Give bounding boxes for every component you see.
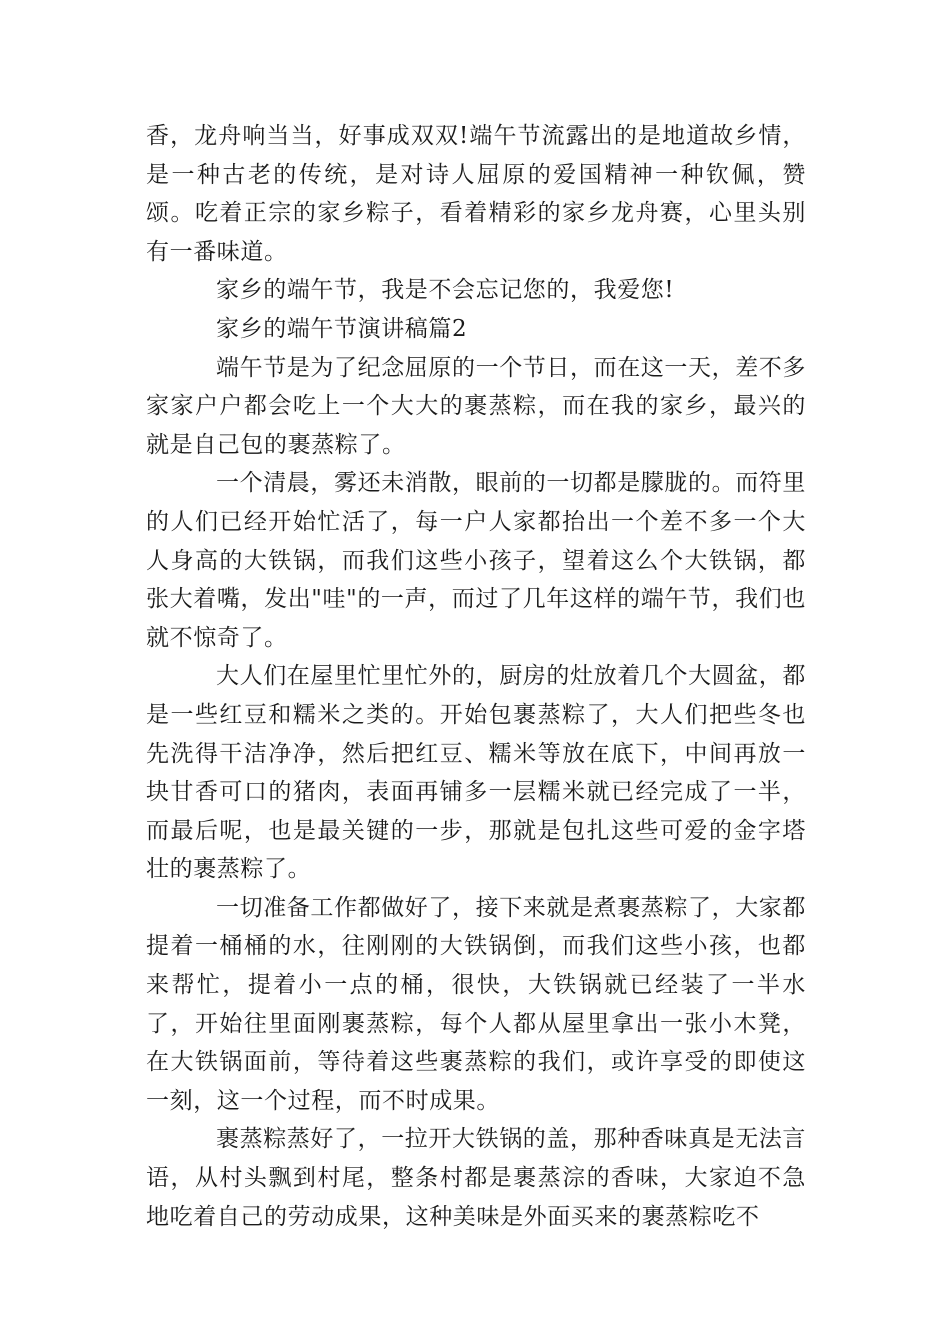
section-heading: 家乡的端午节演讲稿篇2 [216,315,468,342]
paragraph-6: 大人们在屋里忙里忙外的，厨房的灶放着几个大圆盆，都是一些红豆和糯米之类的。开始包裹蒸粽了，大人们把些冬也先洗得干洁净净，然后把红豆、糯米等放在底下，中间再放一块甘香可口的猪肉，表面再铺多一层糯米就已经完成了一半，而最后呢，也是最关键的一步，那就是包扎这些可爱的金字塔壮的裹蒸粽了。 [146,663,806,883]
paragraph-8: 裹蒸粽蒸好了，一拉开大铁锅的盖，那种香味真是无法言语，从村头飘到村尾，整条村都是裹蒸淙的香味，大家迫不急地吃着自己的劳动成果，这种美味是外面买来的裹蒸粽吃不 [146,1126,806,1230]
paragraph-1: 香，龙舟响当当，好事成双双!端午节流露出的是地道故乡情，是一种古老的传统，是对诗人屈原的爱国精神一种钦佩，赞颂。吃着正宗的家乡粽子，看着精彩的家乡龙舟赛，心里头别有一番味道。 [146,123,806,265]
document-body [146,117,806,1236]
paragraph-7: 一切准备工作都做好了，接下来就是煮裹蒸粽了，大家都提着一桶桶的水，往刚刚的大铁锅倒，而我们这些小孩，也都来帮忙，提着小一点的桶，很快，大铁锅就已经装了一半水了，开始往里面刚裹蒸粽，每个人都从屋里拿出一张小木凳，在大铁锅面前，等待着这些裹蒸粽的我们，或许享受的即使这一刻，这一个过程，而不时成果。 [146,894,806,1114]
paragraph-5: 一个清晨，雾还未消散，眼前的一切都是朦胧的。而符里的人们已经开始忙活了，每一户人家都抬出一个差不多一个大人身高的大铁锅，而我们这些小孩子，望着这么个大铁锅，都张大着嘴，发出"哇"的一声，而过了几年这样的端午节，我们也就不惊奇了。 [146,470,806,651]
paragraph-2: 家乡的端午节，我是不会忘记您的，我爱您! [216,277,675,304]
paragraph-4: 端午节是为了纪念屈原的一个节日，而在这一天，差不多家家户户都会吃上一个大大的裹蒸粽，而在我的家乡，最兴的就是自己包的裹蒸粽了。 [146,354,806,458]
